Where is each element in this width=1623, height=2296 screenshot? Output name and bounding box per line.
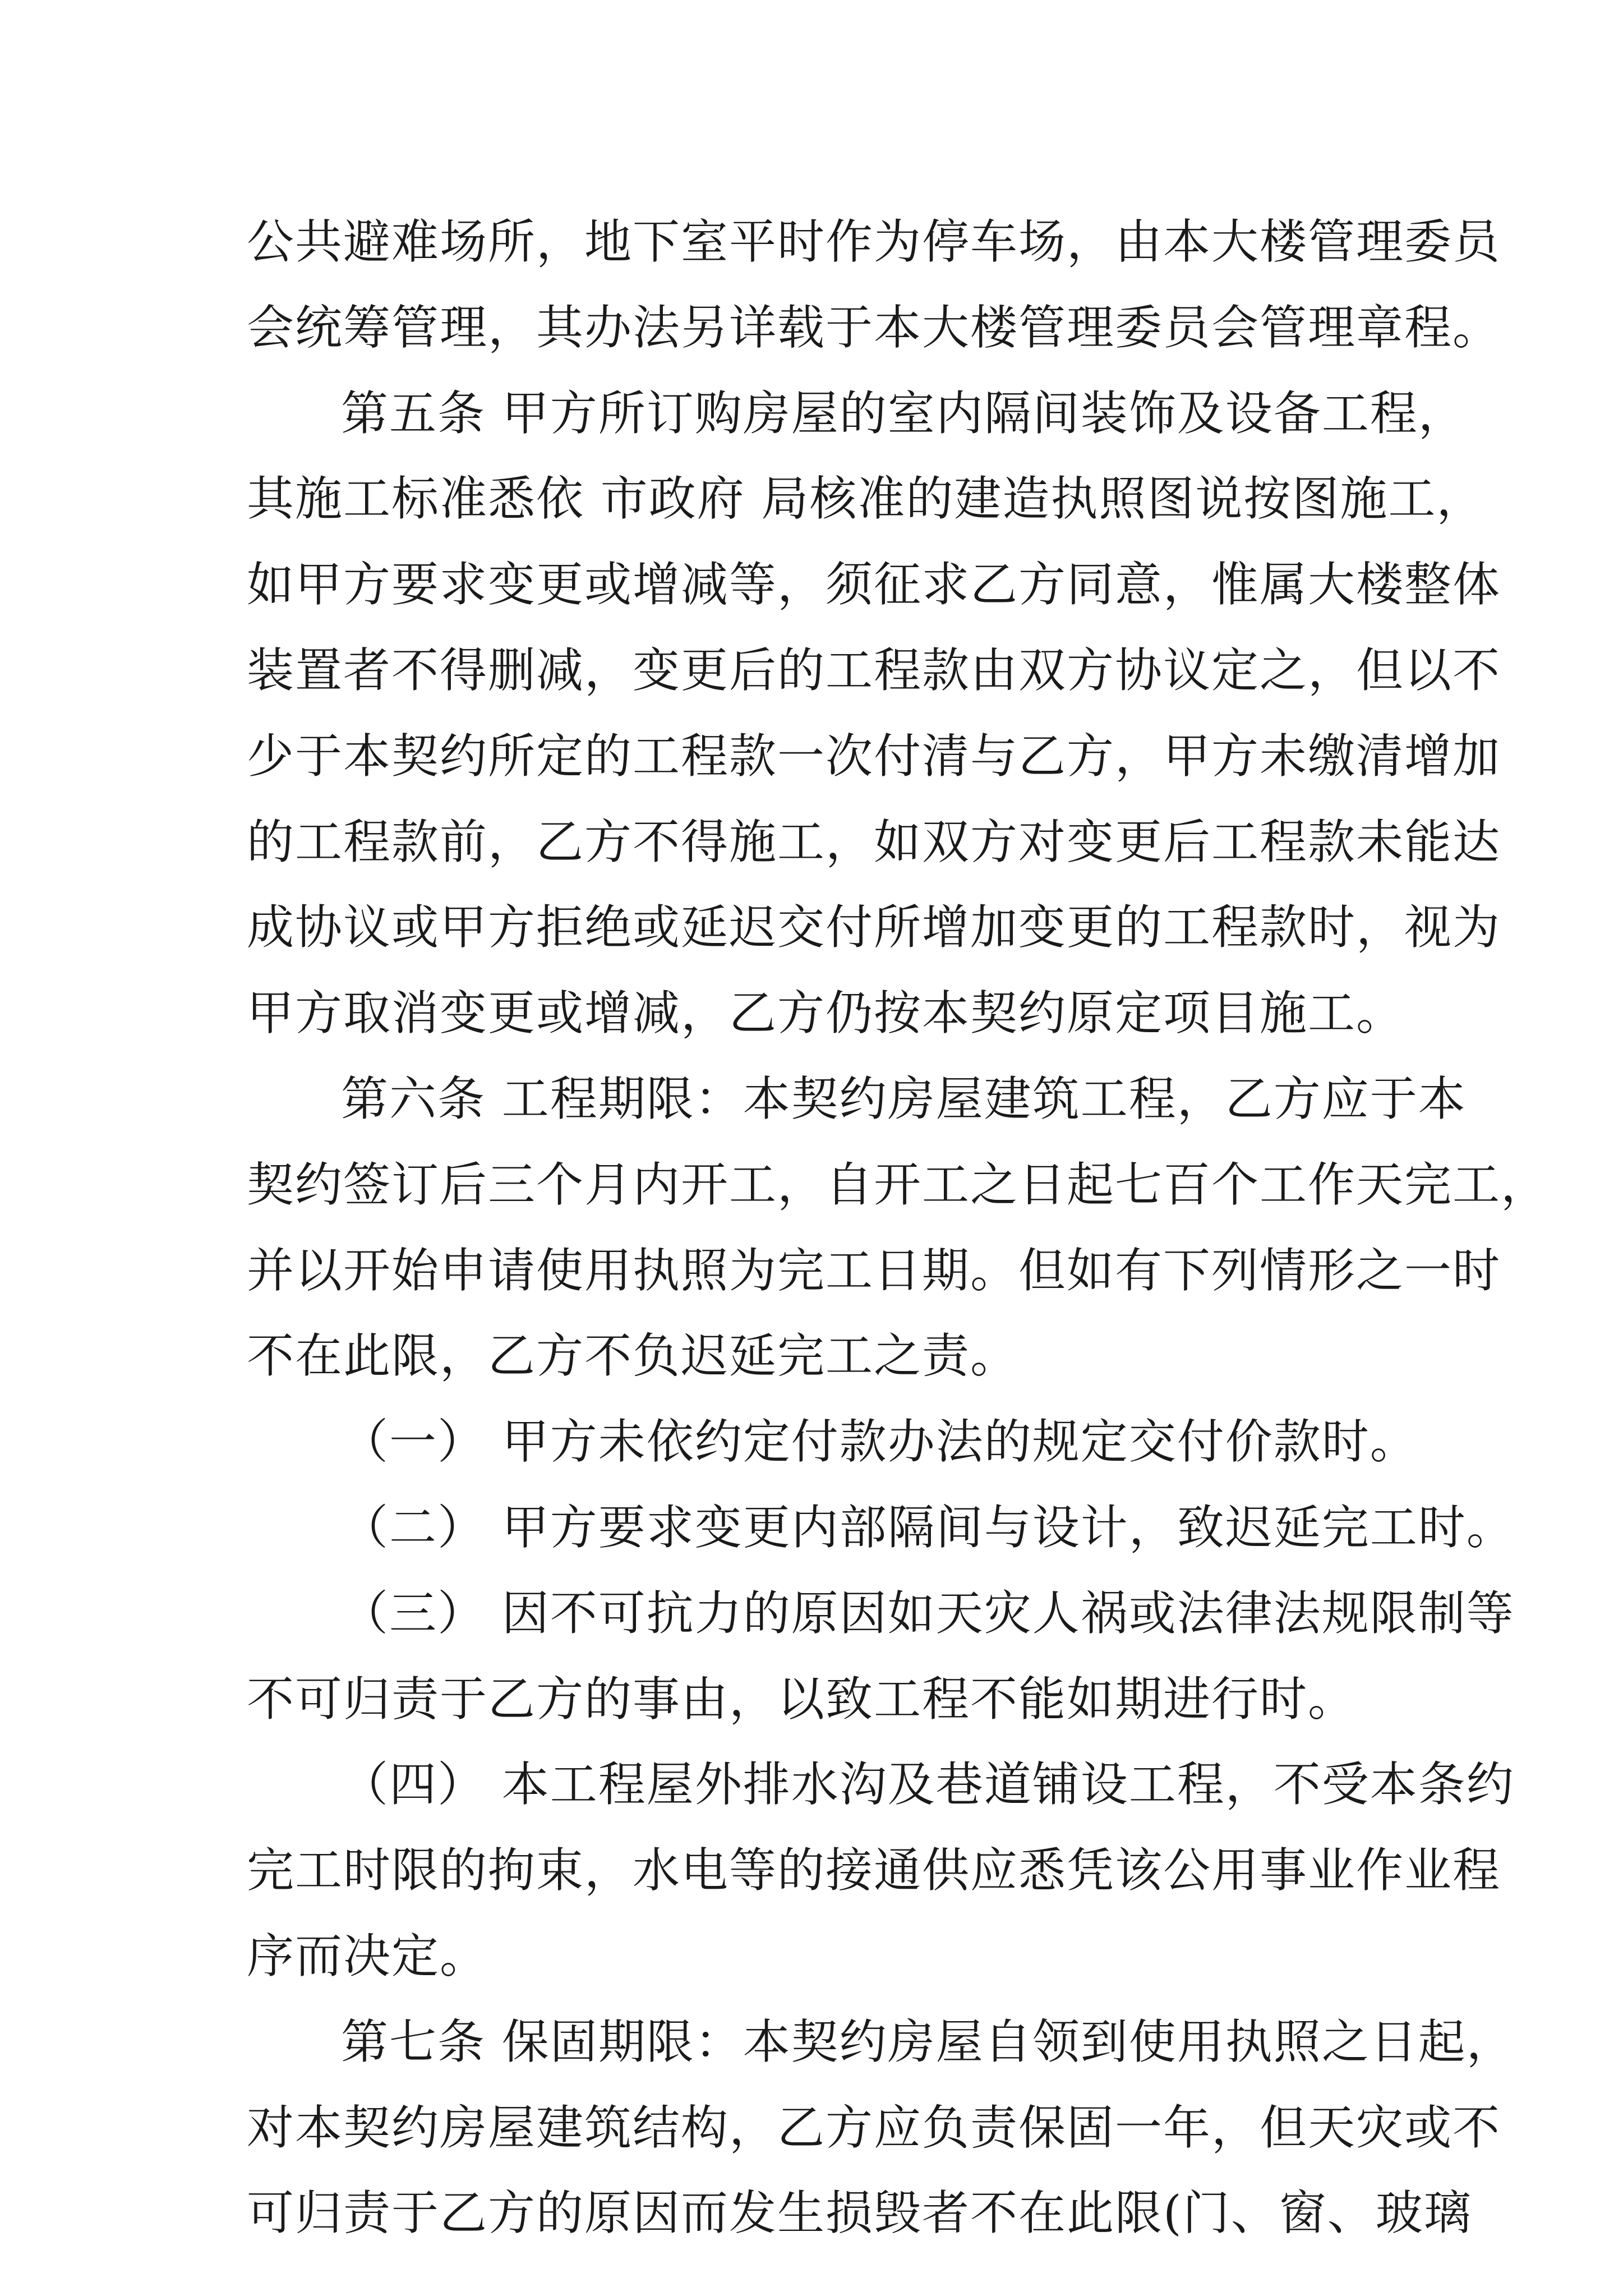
text-line: 对本契约房屋建筑结构，乙方应负责保固一年，但天灾或不 xyxy=(247,2100,1501,2155)
text-line: 完工时限的拘束，水电等的接通供应悉凭该公用事业作业程 xyxy=(247,1843,1501,1898)
text-line: 成协议或甲方拒绝或延迟交付所增加变更的工程款时，视为 xyxy=(247,900,1501,955)
text-line: 第六条 工程期限：本契约房屋建筑工程，乙方应于本 xyxy=(341,1071,1467,1126)
text-line: 其施工标准悉依 市政府 局核准的建造执照图说按图施工， xyxy=(247,471,1485,527)
text-line: 如甲方要求变更或增减等，须征求乙方同意，惟属大楼整体 xyxy=(247,557,1501,613)
text-line: 甲方取消变更或增减，乙方仍按本契约原定项目施工。 xyxy=(247,986,1405,1041)
text-line: 序而决定。 xyxy=(247,1928,488,1984)
text-line: （四） 本工程屋外排水沟及巷道铺设工程，不受本条约 xyxy=(341,1757,1515,1812)
text-line: 并以开始申请使用执照为完工日期。但如有下列情形之一时 xyxy=(247,1243,1501,1298)
text-line: 装置者不得删减，变更后的工程款由双方协议定之，但以不 xyxy=(247,642,1501,698)
text-line: 第七条 保固期限：本契约房屋自领到使用执照之日起， xyxy=(341,2014,1515,2069)
text-line: （三） 因不可抗力的原因如天灾人祸或法律法规限制等 xyxy=(341,1585,1515,1641)
text-line: （二） 甲方要求变更内部隔间与设计，致迟延完工时。 xyxy=(341,1499,1515,1555)
text-line: 可归责于乙方的原因而发生损毁者不在此限(门、窗、玻璃 xyxy=(247,2185,1472,2241)
text-line: 公共避难场所，地下室平时作为停车场，由本大楼管理委员 xyxy=(247,214,1501,269)
text-line: 的工程款前，乙方不得施工，如双方对变更后工程款未能达 xyxy=(247,814,1501,869)
text-line: 不在此限，乙方不负迟延完工之责。 xyxy=(247,1328,1019,1384)
text-line: 会统筹管理，其办法另详载于本大楼管理委员会管理章程。 xyxy=(247,300,1501,355)
text-line: 不可归责于乙方的事由，以致工程不能如期进行时。 xyxy=(247,1671,1357,1727)
document-body xyxy=(247,199,1550,2256)
text-line: 少于本契约所定的工程款一次付清与乙方，甲方未缴清增加 xyxy=(247,728,1501,784)
text-line: 第五条 甲方所订购房屋的室内隔间装饰及设备工程， xyxy=(341,385,1467,441)
text-line: （一） 甲方未依约定付款办法的规定交付价款时。 xyxy=(341,1414,1418,1470)
text-line: 契约签订后三个月内开工，自开工之日起七百个工作天完工， xyxy=(247,1157,1550,1212)
